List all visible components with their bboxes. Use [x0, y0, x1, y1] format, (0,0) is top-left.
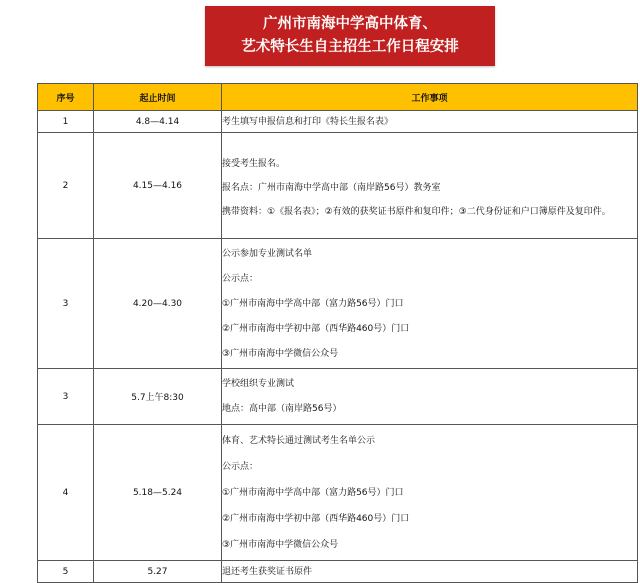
column-header-task: 工作事项 [222, 84, 638, 111]
task-line: 退还考生获奖证书原件 [222, 566, 313, 577]
schedule-table [37, 83, 638, 583]
task-line: ③广州市南海中学微信公众号 [222, 348, 339, 359]
row-number: 1 [38, 111, 94, 133]
task-line: 公示参加专业测试名单 [222, 248, 313, 259]
task-line: 考生填写申报信息和打印《特长生报名表》 [222, 116, 394, 127]
row-task [222, 425, 638, 561]
row-number: 4 [38, 425, 94, 561]
row-number: 3 [38, 239, 94, 369]
task-line: 公示点： [222, 273, 259, 284]
task-line: ②广州市南海中学初中部（西华路460号）门口 [222, 323, 410, 334]
task-line: 体育、艺术特长通过测试考生名单公示 [222, 435, 376, 446]
row-task [222, 369, 638, 425]
page-title-banner [205, 6, 495, 66]
row-time: 5.27 [94, 561, 222, 583]
table-row [38, 369, 638, 425]
column-header-number: 序号 [38, 84, 94, 111]
table-row [38, 561, 638, 583]
column-header-time: 起止时间 [94, 84, 222, 111]
row-number: 3 [38, 369, 94, 425]
table-header-row [38, 84, 638, 111]
task-line: 公示点： [222, 461, 259, 472]
row-task [222, 561, 638, 583]
row-time: 4.8—4.14 [94, 111, 222, 133]
table-row [38, 425, 638, 561]
task-line: 地点：高中部（南岸路56号） [222, 404, 342, 414]
table-row [38, 239, 638, 369]
page-title-line-1: 广州市南海中学高中体育、 [263, 16, 437, 32]
row-time: 5.7上午8:30 [94, 369, 222, 425]
row-number: 2 [38, 133, 94, 239]
row-number: 5 [38, 561, 94, 583]
task-line: ①广州市南海中学高中部（富力路56号）门口 [222, 487, 404, 498]
task-line: 接受考生报名。 [222, 158, 286, 169]
task-line: 报名点：广州市南海中学高中部（南岸路56号）教务室 [222, 182, 441, 193]
row-time: 4.20—4.30 [94, 239, 222, 369]
table-row [38, 111, 638, 133]
task-line: ③广州市南海中学微信公众号 [222, 539, 339, 550]
row-time: 5.18—5.24 [94, 425, 222, 561]
table-row [38, 133, 638, 239]
row-task [222, 239, 638, 369]
task-line: ①广州市南海中学高中部（富力路56号）门口 [222, 298, 404, 309]
task-line: 学校组织专业测试 [222, 379, 295, 389]
task-line: 携带资料：①《报名表》；②有效的获奖证书原件和复印件；③二代身份证和户口簿原件及复印件。 [222, 206, 611, 217]
row-time: 4.15—4.16 [94, 133, 222, 239]
page-title-line-2: 艺术特长生自主招生工作日程安排 [241, 39, 459, 55]
row-task [222, 133, 638, 239]
row-task [222, 111, 638, 133]
task-line: ②广州市南海中学初中部（西华路460号）门口 [222, 513, 410, 524]
